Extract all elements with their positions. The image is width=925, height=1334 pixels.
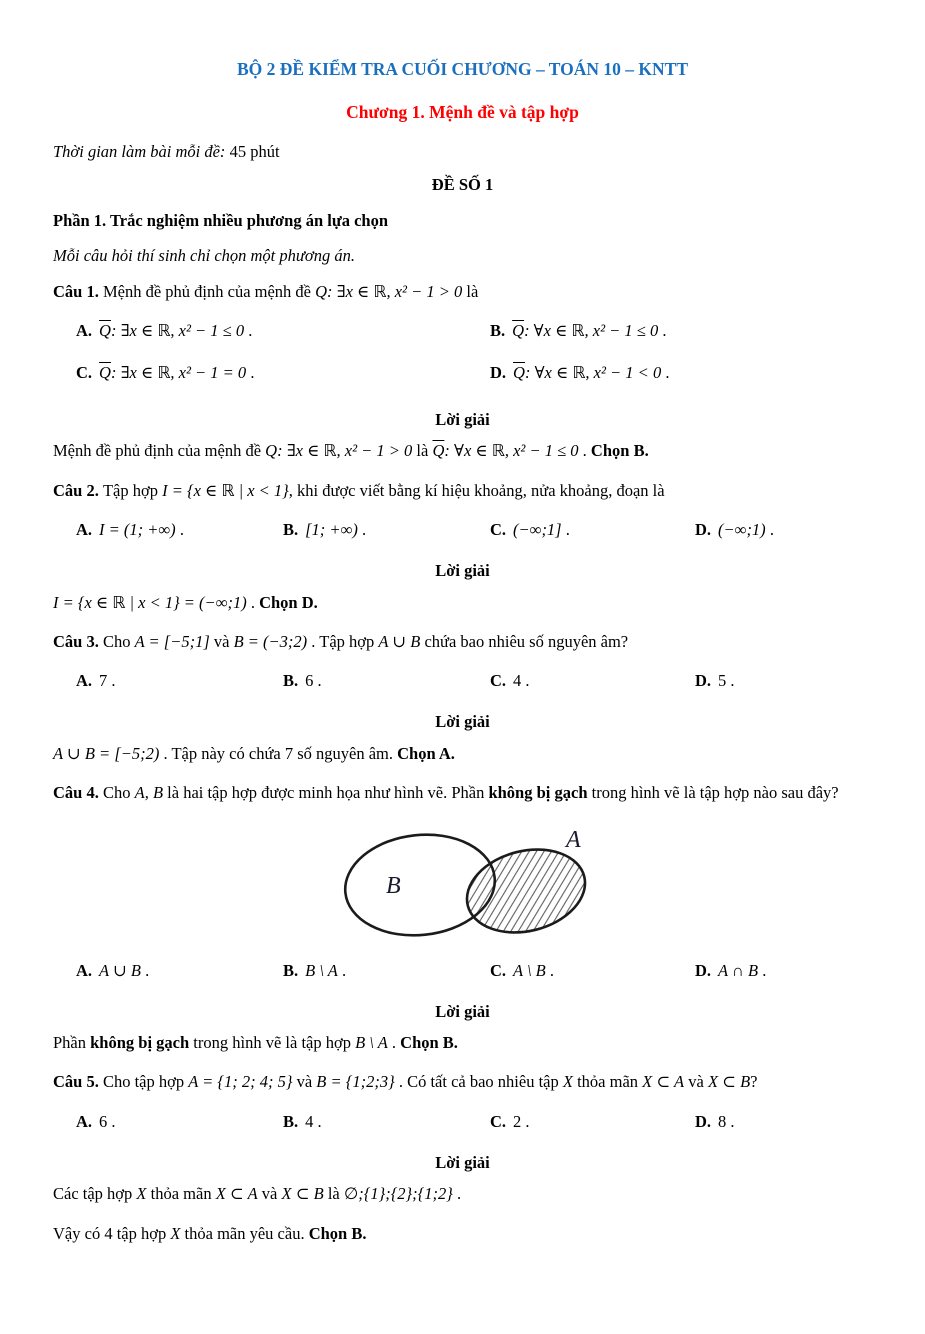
option-4d-text: A ∩ B . (718, 960, 767, 980)
question-5-options (76, 1108, 872, 1136)
question-2-options (76, 516, 872, 544)
solution-heading-1: Lời giải (435, 410, 490, 430)
question-5-stem: Câu 5. Cho tập hợp A = {1; 2; 4; 5} và B = {1;2;3} . Có tất cả bao nhiêu tập X thỏa mãn X ⊂ A và X ⊂ B? (53, 1072, 758, 1092)
option-1a (76, 317, 490, 345)
question-4-options (76, 957, 872, 985)
option-4a-text: A ∪ B . (99, 960, 150, 980)
option-2a (76, 516, 283, 544)
option-5b-text: 4 . (305, 1111, 322, 1131)
option-1d-text: $\overline{Q}$: ∀x ∈ ℝ, x² − 1 < 0 . (513, 363, 670, 382)
option-5a (76, 1108, 283, 1136)
option-2d-label: D. (695, 520, 712, 540)
part1-note: Mỗi câu hỏi thí sinh chỉ chọn một phương án. (53, 246, 355, 266)
option-5c-text: 2 . (513, 1111, 530, 1131)
option-3d (695, 667, 872, 695)
option-4c (490, 957, 695, 985)
option-3c (490, 667, 695, 695)
option-1b-text: $\overline{Q}$: ∀x ∈ ℝ, x² − 1 ≤ 0 . (512, 320, 667, 340)
option-1c-text: $\overline{Q}$: ∃x ∈ ℝ, x² − 1 = 0 . (99, 363, 255, 382)
option-5a-text: 6 . (99, 1111, 116, 1131)
option-3a (76, 667, 283, 695)
option-1b-label: B. (490, 320, 506, 340)
option-4c-text: A \ B . (513, 960, 554, 980)
option-4b-text: B \ A . (305, 960, 347, 980)
option-1a-text: $\overline{Q}$: ∃x ∈ ℝ, x² − 1 ≤ 0 . (99, 320, 253, 340)
option-1c-label: C. (76, 363, 93, 382)
option-2c (490, 516, 695, 544)
solution-4: Phần không bị gạch trong hình vẽ là tập hợp B \ A . Chọn B. (53, 1033, 458, 1053)
set-a-ellipse-hatched (458, 837, 594, 944)
venn-diagram (308, 823, 618, 945)
option-3a-text: 7 . (99, 671, 116, 691)
doc-title: BỘ 2 ĐỀ KIỂM TRA CUỐI CHƯƠNG – TOÁN 10 – KNTT (236, 59, 688, 79)
option-3b-label: B. (283, 671, 299, 691)
question-4-stem: Câu 4. Cho A, B là hai tập hợp được minh họa như hình vẽ. Phần không bị gạch trong hình vẽ là tập hợp nào sau đây? (53, 783, 839, 803)
option-3a-label: A. (76, 671, 93, 691)
option-4b (283, 957, 490, 985)
option-4d (695, 957, 872, 985)
option-3d-label: D. (695, 671, 712, 691)
solution-1: Mệnh đề phủ định của mệnh đề Q: ∃x ∈ ℝ, x² − 1 > 0 là $\overline{Q}$: ∀x ∈ ℝ, x² − 1 ≤ 0 . Chọn B. (53, 441, 649, 461)
solution-heading-4: Lời giải (435, 1001, 490, 1021)
option-1d-label: D. (490, 363, 507, 382)
option-5d-text: 8 . (718, 1111, 735, 1131)
solution-3: A ∪ B = [−5;2) . Tập này có chứa 7 số nguyên âm. Chọn A. (53, 743, 455, 763)
option-4a-label: A. (76, 960, 93, 980)
option-1a-label: A. (76, 320, 93, 340)
time-line (53, 139, 872, 165)
exam-number-heading: ĐỀ SỐ 1 (431, 175, 494, 195)
solution-5-line1: Các tập hợp X thỏa mãn X ⊂ A và X ⊂ B là ∅;{1};{2};{1;2} . (53, 1184, 462, 1204)
set-b-label: B (385, 872, 401, 899)
part1-heading: Phần 1. Trắc nghiệm nhiều phương án lựa chọn (53, 210, 389, 230)
option-2d (695, 516, 872, 544)
option-4b-label: B. (283, 960, 299, 980)
option-1b (490, 317, 872, 345)
set-a-label: A (565, 826, 581, 853)
option-3c-label: C. (490, 671, 507, 691)
option-5b-label: B. (283, 1111, 299, 1131)
option-5b (283, 1108, 490, 1136)
solution-2: I = {x ∈ ℝ | x < 1} = (−∞;1) . Chọn D. (53, 592, 318, 612)
option-2d-text: (−∞;1) . (718, 520, 774, 540)
time-label: Thời gian làm bài mỗi đề: (53, 142, 226, 161)
question-1-options (76, 317, 872, 387)
option-3b-text: 6 . (305, 671, 322, 691)
option-2b-label: B. (283, 520, 299, 540)
time-value: 45 phút (225, 142, 280, 161)
option-5d-label: D. (695, 1111, 712, 1131)
option-3b (283, 667, 490, 695)
solution-heading-5: Lời giải (435, 1152, 490, 1172)
option-3d-text: 5 . (718, 671, 735, 691)
option-4d-label: D. (695, 960, 712, 980)
solution-heading-2: Lời giải (435, 561, 490, 581)
question-2-stem: Câu 2. Tập hợp I = {x ∈ ℝ | x < 1}, khi được viết bằng kí hiệu khoảng, nửa khoảng, đoạn là (53, 480, 665, 500)
option-2a-label: A. (76, 520, 93, 540)
solution-heading-3: Lời giải (435, 712, 490, 732)
question-3-stem: Câu 3. Cho A = [−5;1] và B = (−3;2) . Tập hợp A ∪ B chứa bao nhiêu số nguyên âm? (53, 632, 629, 652)
option-5c (490, 1108, 695, 1136)
option-2a-text: I = (1; +∞) . (99, 520, 184, 540)
option-5c-label: C. (490, 1111, 507, 1131)
option-4c-label: C. (490, 960, 507, 980)
option-2c-label: C. (490, 520, 507, 540)
chapter-heading: Chương 1. Mệnh đề và tập hợp (346, 102, 579, 122)
option-1d (490, 359, 872, 387)
option-5d (695, 1108, 872, 1136)
option-5a-label: A. (76, 1111, 93, 1131)
solution-5-line2: Vậy có 4 tập hợp X thỏa mãn yêu cầu. Chọn B. (53, 1223, 367, 1243)
option-4a (76, 957, 283, 985)
question-1-stem: Câu 1. Mệnh đề phủ định của mệnh đề Q: ∃x ∈ ℝ, x² − 1 > 0 là (53, 281, 479, 301)
question-3-options (76, 667, 872, 695)
option-1c (76, 359, 490, 387)
option-2b-text: [1; +∞) . (305, 520, 367, 540)
option-3c-text: 4 . (513, 671, 530, 691)
option-2b (283, 516, 490, 544)
option-2c-text: (−∞;1] . (513, 520, 570, 540)
venn-diagram-figure (53, 823, 872, 945)
